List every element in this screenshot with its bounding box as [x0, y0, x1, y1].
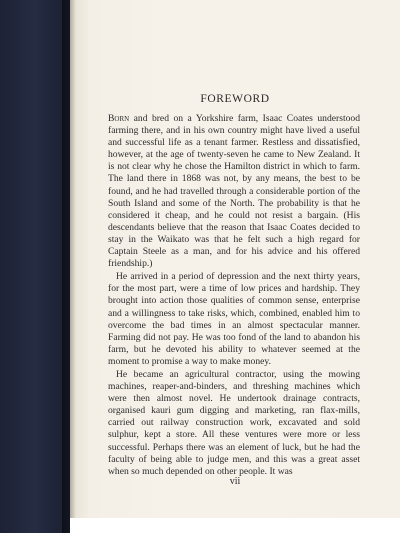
paragraph-2: He arrived in a period of depression and the next thirty years, for the most part, were a time of low prices and hardship. They brought into action those qualities of common sense, enterprise and a willingness to take risks, which, combined, enabled him to overcome the bad times in an almost spectacular manner. Farming did not pay. He was too fond of the land to abandon his farm, but he devoted his ability to whatever seemed at the moment to promise a way to make money.: [108, 271, 360, 367]
page-heading: FOREWORD: [200, 93, 270, 105]
background-strip: [70, 518, 400, 533]
paragraph-1: [108, 113, 360, 270]
paragraph-3: He became an agricultural contractor, using the mowing machines, reaper-and-binders, and threshing machines which were then almost novel. He undertook drainage contracts, organised kauri gum digging and marketing, ran flax-mills, carried out railway construction work, excavated and sold sulphur, kept a store. All these ventures were more or less successful. Perhaps there was an element of luck, but he had the faculty of being able to judge men, and this was a great asset when so much depended on other people. It was: [108, 368, 360, 477]
gutter-shadow: [62, 0, 76, 533]
page-number: vii: [229, 476, 241, 487]
body-text: [108, 113, 360, 478]
book-cover-edge: [0, 0, 70, 533]
paragraph-1-text: and bred on a Yorkshire farm, Isaac Coates understood farming there, and in his own country might have lived a useful and successful life as a tenant farmer. Restless and dissatisfied, however, at the age of twenty-seven he came to New Zealand. It is not clear why he chose the Hamilton district in which to farm. The land there in 1868 was not, by any means, the best to be found, and he had travelled through a considerable portion of the South Island and some of the North. The probability is that he considered it cheap, and he could not resist a bargain. (His descendants believe that the reason that Isaac Coates decided to stay in the Waikato was that he felt such a high regard for Captain Steele as a man, and for his advice and his offered friendship.): [108, 113, 360, 270]
paragraph-1-lead: Born: [108, 113, 130, 124]
